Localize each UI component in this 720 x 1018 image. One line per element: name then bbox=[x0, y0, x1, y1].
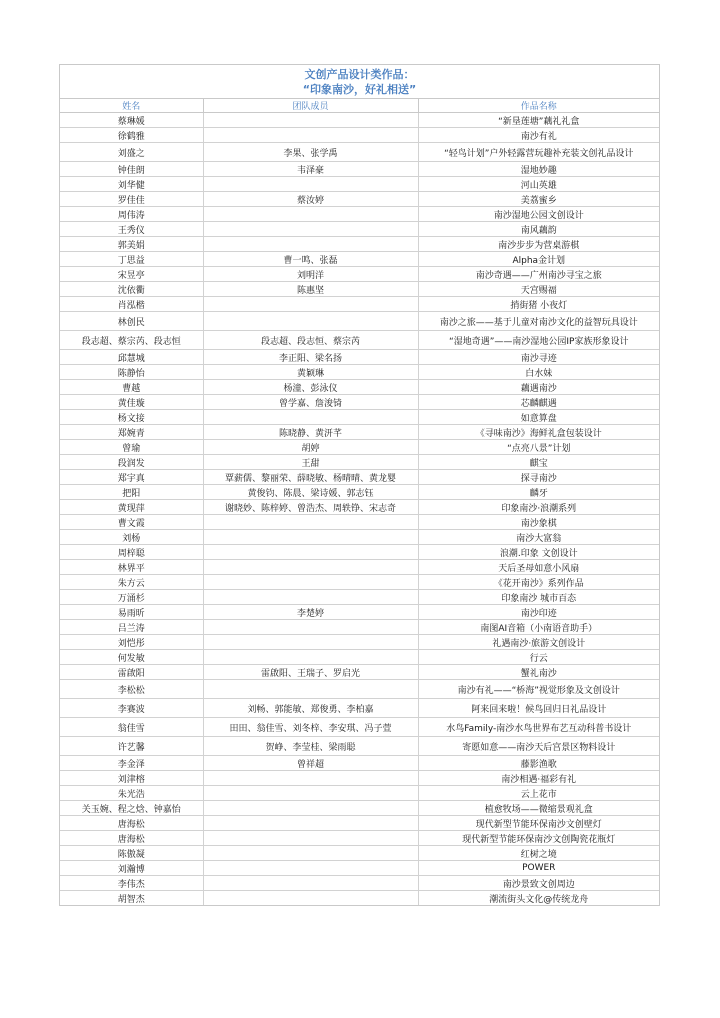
cell-team-members bbox=[203, 635, 418, 650]
table-row bbox=[60, 786, 659, 801]
cell-work-title: 红树之境 bbox=[418, 846, 659, 861]
cell-work-title: “新垦莲塘”藕礼礼盒 bbox=[418, 113, 659, 128]
cell-work-title: 湿地妙趣 bbox=[418, 162, 659, 177]
table-row bbox=[60, 425, 659, 440]
cell-team-members: 谢晓妙、陈梓婷、曾浩杰、周轶铮、宋志奇 bbox=[203, 500, 418, 515]
cell-name: 丁思益 bbox=[60, 252, 203, 267]
cell-work-title: “轻鸟计划”户外轻露营玩趣补充装文创礼品设计 bbox=[418, 143, 659, 162]
cell-team-members bbox=[203, 620, 418, 635]
cell-team-members bbox=[203, 312, 418, 331]
cell-name: 朱光浩 bbox=[60, 786, 203, 801]
cell-team-members: 杨潼、彭泳仪 bbox=[203, 380, 418, 395]
table-row bbox=[60, 575, 659, 590]
table-row bbox=[60, 771, 659, 786]
cell-work-title: 现代新型节能环保南沙文创壁灯 bbox=[418, 816, 659, 831]
cell-team-members: 田田、翁佳雪、刘冬梓、李安琪、冯子萱 bbox=[203, 718, 418, 737]
cell-work-title: 南沙景致文创周边 bbox=[418, 876, 659, 891]
cell-name: 宋昱亭 bbox=[60, 267, 203, 282]
cell-work-title: 天后圣母如意小风扇 bbox=[418, 560, 659, 575]
table-row bbox=[60, 128, 659, 143]
cell-work-title: 印象南沙 城市百态 bbox=[418, 590, 659, 605]
cell-team-members bbox=[203, 177, 418, 192]
table-row bbox=[60, 861, 659, 876]
cell-name: 何发敏 bbox=[60, 650, 203, 665]
table-row bbox=[60, 222, 659, 237]
cell-team-members: 王甜 bbox=[203, 455, 418, 470]
cell-team-members: 韦泽豪 bbox=[203, 162, 418, 177]
cell-name: 周梓聪 bbox=[60, 545, 203, 560]
cell-name: 关玉婉、程之焓、钟嘉怡 bbox=[60, 801, 203, 816]
table-row bbox=[60, 831, 659, 846]
cell-name: 吕兰涛 bbox=[60, 620, 203, 635]
table-header-row bbox=[60, 99, 659, 113]
cell-team-members: 陈晓静、黄汧芊 bbox=[203, 425, 418, 440]
table-row bbox=[60, 350, 659, 365]
cell-name: 朱方云 bbox=[60, 575, 203, 590]
title-line-2: “印象南沙，好礼相送” bbox=[302, 83, 417, 96]
cell-name: 刘恺彤 bbox=[60, 635, 203, 650]
cell-work-title: 藤影渔歌 bbox=[418, 756, 659, 771]
cell-work-title: 阿来回来啦！候鸟回归日礼品设计 bbox=[418, 699, 659, 718]
cell-name: 曹越 bbox=[60, 380, 203, 395]
cell-name: 沈依衢 bbox=[60, 282, 203, 297]
cell-name: 刘瀚博 bbox=[60, 861, 203, 876]
cell-team-members: 曾学嘉、詹浚锜 bbox=[203, 395, 418, 410]
cell-team-members bbox=[203, 831, 418, 846]
cell-work-title: 南图AI音箱（小南语音助手） bbox=[418, 620, 659, 635]
column-header-name: 姓名 bbox=[60, 99, 203, 113]
table-row bbox=[60, 267, 659, 282]
cell-name: 刘津榕 bbox=[60, 771, 203, 786]
cell-team-members bbox=[203, 801, 418, 816]
cell-team-members bbox=[203, 515, 418, 530]
cell-work-title: 印象南沙·浪潮系列 bbox=[418, 500, 659, 515]
cell-work-title: 行云 bbox=[418, 650, 659, 665]
cell-name: 段志超、蔡宗芮、段志恒 bbox=[60, 331, 203, 350]
cell-team-members bbox=[203, 207, 418, 222]
cell-name: 王秀仪 bbox=[60, 222, 203, 237]
table-row bbox=[60, 312, 659, 331]
table-row bbox=[60, 395, 659, 410]
cell-name: 郭美娟 bbox=[60, 237, 203, 252]
table-row bbox=[60, 177, 659, 192]
table-row bbox=[60, 365, 659, 380]
cell-work-title: 《寻味南沙》海鲜礼盒包装设计 bbox=[418, 425, 659, 440]
cell-name: 曹文霞 bbox=[60, 515, 203, 530]
table-row bbox=[60, 545, 659, 560]
cell-team-members: 黄俊钧、陈晨、梁诗媛、郭志钰 bbox=[203, 485, 418, 500]
table-row bbox=[60, 650, 659, 665]
cell-team-members bbox=[203, 222, 418, 237]
cell-name: 陈静怡 bbox=[60, 365, 203, 380]
cell-work-title: 礼遇南沙·旅游文创设计 bbox=[418, 635, 659, 650]
cell-team-members: 覃薪儒、黎丽荣、薛晓敏、杨晴晴、黄龙婴 bbox=[203, 470, 418, 485]
table-row bbox=[60, 680, 659, 699]
cell-name: 蔡琳媛 bbox=[60, 113, 203, 128]
cell-team-members: 李楚婷 bbox=[203, 605, 418, 620]
cell-name: 段润发 bbox=[60, 455, 203, 470]
table-row bbox=[60, 891, 659, 906]
cell-work-title: 南风藕韵 bbox=[418, 222, 659, 237]
table-row bbox=[60, 237, 659, 252]
cell-team-members bbox=[203, 545, 418, 560]
cell-work-title: “湿地奇遇”——南沙湿地公园IP家族形象设计 bbox=[418, 331, 659, 350]
table-row bbox=[60, 113, 659, 128]
table-row bbox=[60, 816, 659, 831]
cell-work-title: 藕遇南沙 bbox=[418, 380, 659, 395]
table-row bbox=[60, 756, 659, 771]
cell-name: 把阳 bbox=[60, 485, 203, 500]
cell-name: 翁佳雪 bbox=[60, 718, 203, 737]
cell-name: 唐海松 bbox=[60, 816, 203, 831]
cell-work-title: 寄愿如意——南沙天后宫景区物料设计 bbox=[418, 737, 659, 756]
cell-name: 陈傲凝 bbox=[60, 846, 203, 861]
cell-name: 李金泽 bbox=[60, 756, 203, 771]
cell-work-title: 南沙有礼——“桥海”视觉形象及文创设计 bbox=[418, 680, 659, 699]
table-row bbox=[60, 331, 659, 350]
cell-name: 林界平 bbox=[60, 560, 203, 575]
cell-work-title: 白水妹 bbox=[418, 365, 659, 380]
table-row bbox=[60, 162, 659, 177]
table-row bbox=[60, 252, 659, 267]
cell-name: 罗佳佳 bbox=[60, 192, 203, 207]
cell-name: 徐鹤雅 bbox=[60, 128, 203, 143]
cell-team-members: 李果、张学禹 bbox=[203, 143, 418, 162]
cell-work-title: 《花开南沙》系列作品 bbox=[418, 575, 659, 590]
cell-work-title: 南沙有礼 bbox=[418, 128, 659, 143]
table-row bbox=[60, 560, 659, 575]
cell-team-members: 蔡汝婷 bbox=[203, 192, 418, 207]
cell-team-members: 曹一鸣、张磊 bbox=[203, 252, 418, 267]
table-row bbox=[60, 801, 659, 816]
cell-work-title: 南沙印迹 bbox=[418, 605, 659, 620]
cell-work-title: POWER bbox=[418, 861, 659, 876]
cell-work-title: 芯麟麒遇 bbox=[418, 395, 659, 410]
cell-work-title: 潮流街头文化@传统龙舟 bbox=[418, 891, 659, 906]
cell-work-title: 南沙寻迹 bbox=[418, 350, 659, 365]
cell-team-members bbox=[203, 410, 418, 425]
cell-team-members bbox=[203, 297, 418, 312]
cell-work-title: 南沙之旅——基于儿童对南沙文化的益智玩具设计 bbox=[418, 312, 659, 331]
cell-team-members bbox=[203, 846, 418, 861]
cell-team-members: 刘畅、郭能敏、郑俊勇、李柏嘉 bbox=[203, 699, 418, 718]
cell-name: 李赛波 bbox=[60, 699, 203, 718]
cell-work-title: 南沙象棋 bbox=[418, 515, 659, 530]
table-row bbox=[60, 530, 659, 545]
cell-team-members bbox=[203, 816, 418, 831]
cell-team-members bbox=[203, 861, 418, 876]
cell-name: 刘盛之 bbox=[60, 143, 203, 162]
table-row bbox=[60, 500, 659, 515]
table-row bbox=[60, 455, 659, 470]
cell-team-members: 贺峥、李莹桂、梁雨聪 bbox=[203, 737, 418, 756]
cell-team-members: 刘明洋 bbox=[203, 267, 418, 282]
cell-name: 雷啟阳 bbox=[60, 665, 203, 680]
cell-team-members: 曾祥超 bbox=[203, 756, 418, 771]
cell-name: 钟佳朗 bbox=[60, 162, 203, 177]
cell-name: 林创民 bbox=[60, 312, 203, 331]
cell-work-title: 浪潮.印象 文创设计 bbox=[418, 545, 659, 560]
cell-name: 李伟杰 bbox=[60, 876, 203, 891]
cell-work-title: 麒宝 bbox=[418, 455, 659, 470]
cell-team-members bbox=[203, 590, 418, 605]
cell-team-members bbox=[203, 237, 418, 252]
cell-team-members bbox=[203, 113, 418, 128]
table-row bbox=[60, 207, 659, 222]
cell-work-title: 南沙大富翁 bbox=[418, 530, 659, 545]
cell-work-title: 云上花市 bbox=[418, 786, 659, 801]
table-row bbox=[60, 635, 659, 650]
table-row bbox=[60, 282, 659, 297]
cell-team-members bbox=[203, 128, 418, 143]
cell-name: 邱慧城 bbox=[60, 350, 203, 365]
table-row bbox=[60, 515, 659, 530]
column-header-team: 团队成员 bbox=[203, 99, 418, 113]
cell-work-title: Alpha金计划 bbox=[418, 252, 659, 267]
table-row bbox=[60, 590, 659, 605]
cell-name: 杨文接 bbox=[60, 410, 203, 425]
cell-work-title: 蟹礼南沙 bbox=[418, 665, 659, 680]
cell-team-members bbox=[203, 650, 418, 665]
cell-name: 万涌杉 bbox=[60, 590, 203, 605]
cell-team-members bbox=[203, 680, 418, 699]
table-row bbox=[60, 192, 659, 207]
table-row bbox=[60, 846, 659, 861]
cell-work-title: 捎街猪 小夜灯 bbox=[418, 297, 659, 312]
table-row bbox=[60, 440, 659, 455]
cell-name: 刘华健 bbox=[60, 177, 203, 192]
cell-team-members: 李正阳、梁名扬 bbox=[203, 350, 418, 365]
cell-team-members bbox=[203, 560, 418, 575]
table-row bbox=[60, 620, 659, 635]
cell-team-members: 雷啟阳、王瑞子、罗启光 bbox=[203, 665, 418, 680]
title-line-1: 文创产品设计类作品： bbox=[304, 68, 415, 81]
entries-table bbox=[60, 99, 659, 905]
table-row bbox=[60, 297, 659, 312]
table-row bbox=[60, 665, 659, 680]
cell-work-title: 南沙湿地公园文创设计 bbox=[418, 207, 659, 222]
table-row bbox=[60, 605, 659, 620]
document-title bbox=[60, 65, 659, 99]
cell-name: 胡智杰 bbox=[60, 891, 203, 906]
cell-team-members bbox=[203, 771, 418, 786]
cell-team-members: 段志超、段志恒、蔡宗芮 bbox=[203, 331, 418, 350]
cell-team-members bbox=[203, 891, 418, 906]
cell-work-title: 探寻南沙 bbox=[418, 470, 659, 485]
cell-work-title: 天宫赐福 bbox=[418, 282, 659, 297]
cell-name: 郑宇真 bbox=[60, 470, 203, 485]
table-row bbox=[60, 485, 659, 500]
cell-work-title: 现代新型节能环保南沙文创陶瓷花瓶灯 bbox=[418, 831, 659, 846]
table-row bbox=[60, 737, 659, 756]
cell-name: 李松松 bbox=[60, 680, 203, 699]
cell-name: 肖泓楷 bbox=[60, 297, 203, 312]
cell-team-members: 胡婷 bbox=[203, 440, 418, 455]
table-row bbox=[60, 143, 659, 162]
cell-work-title: 植愈牧场——微缩景观礼盒 bbox=[418, 801, 659, 816]
table-body bbox=[60, 113, 659, 906]
cell-work-title: 河山英雄 bbox=[418, 177, 659, 192]
cell-name: 黄佳璇 bbox=[60, 395, 203, 410]
cell-team-members bbox=[203, 530, 418, 545]
cell-team-members: 黄颖琳 bbox=[203, 365, 418, 380]
cell-name: 许艺馨 bbox=[60, 737, 203, 756]
cell-work-title: 水鸟Family-南沙水鸟世界布艺互动科普书设计 bbox=[418, 718, 659, 737]
table-row bbox=[60, 718, 659, 737]
cell-team-members bbox=[203, 786, 418, 801]
table-row bbox=[60, 699, 659, 718]
cell-work-title: 南沙步步为营桌游棋 bbox=[418, 237, 659, 252]
cell-work-title: “点亮八景”计划 bbox=[418, 440, 659, 455]
cell-work-title: 南沙相遇·福彩有礼 bbox=[418, 771, 659, 786]
cell-name: 易雨昕 bbox=[60, 605, 203, 620]
cell-work-title: 如意算盘 bbox=[418, 410, 659, 425]
cell-work-title: 麟牙 bbox=[418, 485, 659, 500]
cell-name: 周伟涛 bbox=[60, 207, 203, 222]
document-sheet bbox=[59, 64, 660, 906]
cell-team-members bbox=[203, 575, 418, 590]
cell-name: 曾瑜 bbox=[60, 440, 203, 455]
cell-name: 刘杨 bbox=[60, 530, 203, 545]
cell-team-members bbox=[203, 876, 418, 891]
cell-work-title: 美荔蜜乡 bbox=[418, 192, 659, 207]
table-row bbox=[60, 470, 659, 485]
cell-name: 唐海松 bbox=[60, 831, 203, 846]
table-row bbox=[60, 380, 659, 395]
table-row bbox=[60, 410, 659, 425]
cell-name: 黄现萍 bbox=[60, 500, 203, 515]
cell-work-title: 南沙奇遇——广州南沙寻宝之旅 bbox=[418, 267, 659, 282]
table-row bbox=[60, 876, 659, 891]
cell-team-members: 陈惠坚 bbox=[203, 282, 418, 297]
cell-name: 郑婉青 bbox=[60, 425, 203, 440]
column-header-work: 作品名称 bbox=[418, 99, 659, 113]
